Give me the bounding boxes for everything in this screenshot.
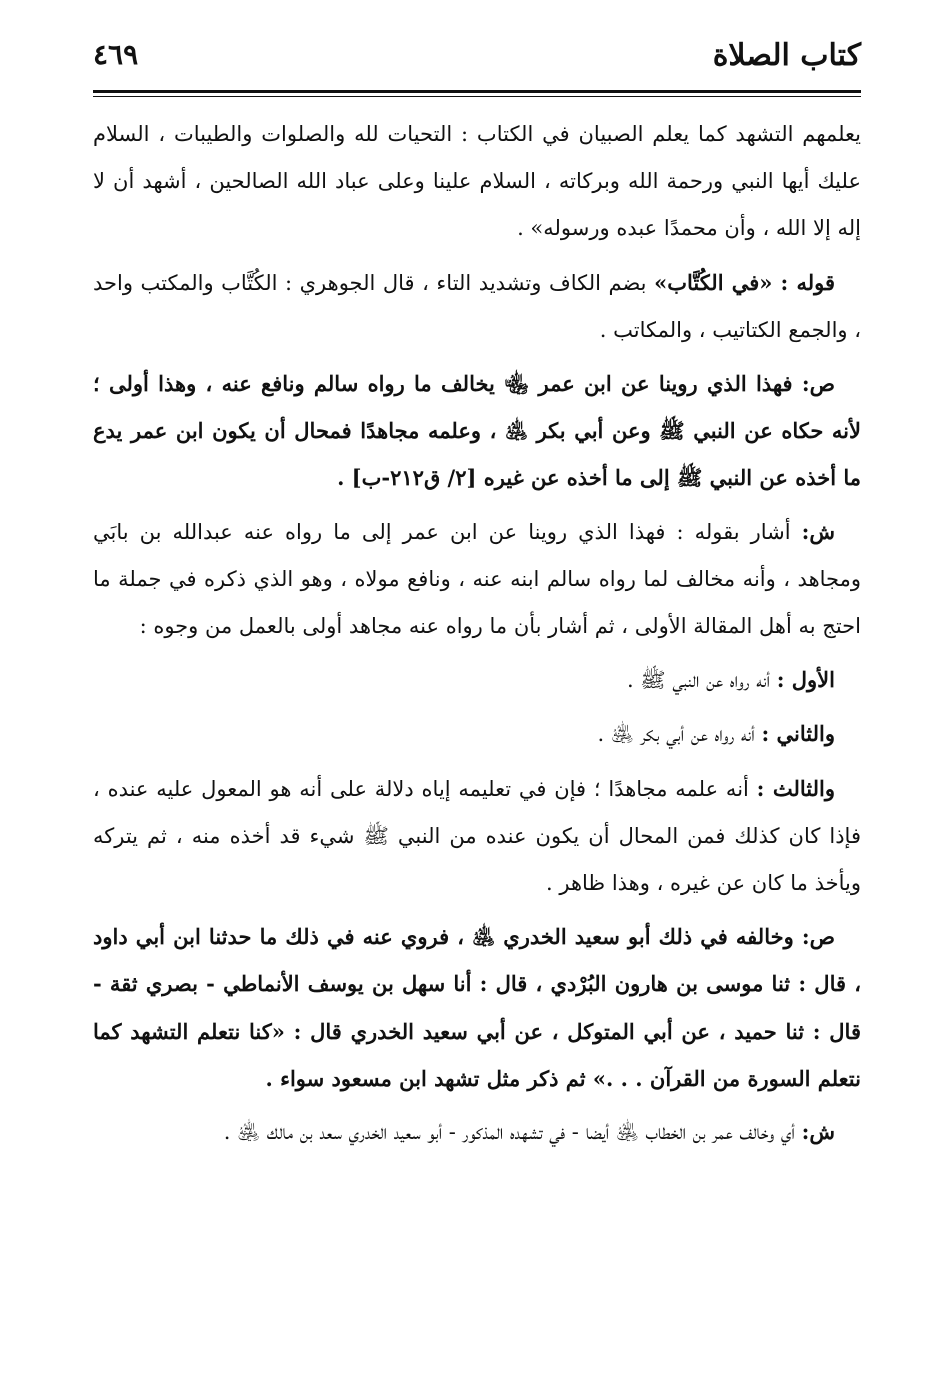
paragraph-lead: الأول : [776, 667, 835, 693]
header-rule-thick [93, 90, 861, 93]
paragraph [93, 1108, 861, 1156]
paragraph-lead: ش: [801, 1119, 835, 1145]
paragraph [93, 110, 861, 253]
paragraph-text: وخالفه في ذلك أبو سعيد الخدري ﵁ ، فروي عنه في ذلك ما حدثنا ابن أبي داود ، قال : ثنا موسى بن هارون البُرْدي ، قال : أنا سهل بن يوسف الأنماطي - بصري ثقة - قال : ثنا حميد ، عن أبي المتوكل ، عن أبي سعيد الخدري قال : «كنا نتعلم التشهد كما نتعلم السورة من القرآن . . .» ثم ذكر مثل تشهد ابن مسعود سواء . [93, 924, 861, 1091]
paragraph-text: أي وخالف عمر بن الخطاب ﵁ أيضا - في تشهده المذكور - أبو سعيد الخدري سعد بن مالك ﵁ . [223, 1120, 802, 1145]
paragraph [93, 656, 861, 704]
paragraph-lead: ص: [801, 371, 835, 397]
header-rule-thin [93, 96, 861, 97]
paragraph-text: أنه رواه عن النبي ﷺ . [626, 668, 777, 693]
paragraph [93, 360, 861, 502]
paragraph [93, 710, 861, 758]
paragraph-text: أنه علمه مجاهدًا ؛ فإن في تعليمه إياه دلالة على أنه هو المعول عليه عنده ، فإذا كان كذلك فمن المحال أن يكون عنده من النبي ﷺ شيء قد أخذه منه ، ثم يتركه ويأخذ ما كان عن غيره ، وهذا ظاهر . [93, 776, 861, 896]
paragraph-text: أشار بقوله : فهذا الذي روينا عن ابن عمر إلى ما رواه عنه عبدالله بن بابَي ومجاهد ، وأنه مخالف لما رواه سالم ابنه عنه ، ونافع مولاه ، وهو الذي ذكره في جملة ما احتج به أهل المقالة الأولى ، ثم أشار بأن ما رواه عنه مجاهد أولى بالعمل من وجوه : [93, 519, 861, 639]
paragraph [93, 913, 861, 1102]
book-title: كتاب الصلاة [712, 38, 861, 73]
paragraph [93, 508, 861, 651]
paragraph-lead: والثاني : [761, 721, 835, 747]
paragraph [93, 259, 861, 354]
paragraph-lead: ص: [801, 924, 835, 950]
paragraph [93, 765, 861, 908]
running-header [93, 34, 861, 90]
paragraph-lead: والثالث : [756, 775, 835, 801]
paragraph-lead: قوله : «في الكُتَّاب» [654, 269, 836, 295]
paragraph-text: يعلمهم التشهد كما يعلم الصبيان في الكتاب : التحيات لله والصلوات والطيبات ، السلام عليك أيها النبي ورحمة الله وبركاته ، السلام علينا وعلى عباد الله الصالحين ، أشهد أن لا إله إلا الله ، وأن محمدًا عبده ورسوله» . [93, 122, 861, 241]
paragraph-text: فهذا الذي روينا عن ابن عمر ﵄ يخالف ما رواه سالم ونافع عنه ، وهذا أولى ؛ لأنه حكاه عن النبي ﷺ وعن أبي بكر ﵁ ، وعلمه مجاهدًا فمحال أن يكون ابن عمر يدع ما أخذه عن النبي ﷺ إلى ما أخذه عن غيره [٢/ ق٢١٢-ب] . [93, 371, 861, 491]
paragraph-lead: ش: [801, 518, 835, 544]
page-number: ٤٦٩ [93, 38, 139, 71]
paragraph-text: أنه رواه عن أبي بكر ﵁ . [597, 722, 762, 747]
paragraph-text: بضم الكاف وتشديد التاء ، قال الجوهري : الكُتَّاب والمكتب واحد ، والجمع الكتاتيب ، والمكاتب . [93, 270, 861, 342]
page-body [93, 110, 861, 1162]
